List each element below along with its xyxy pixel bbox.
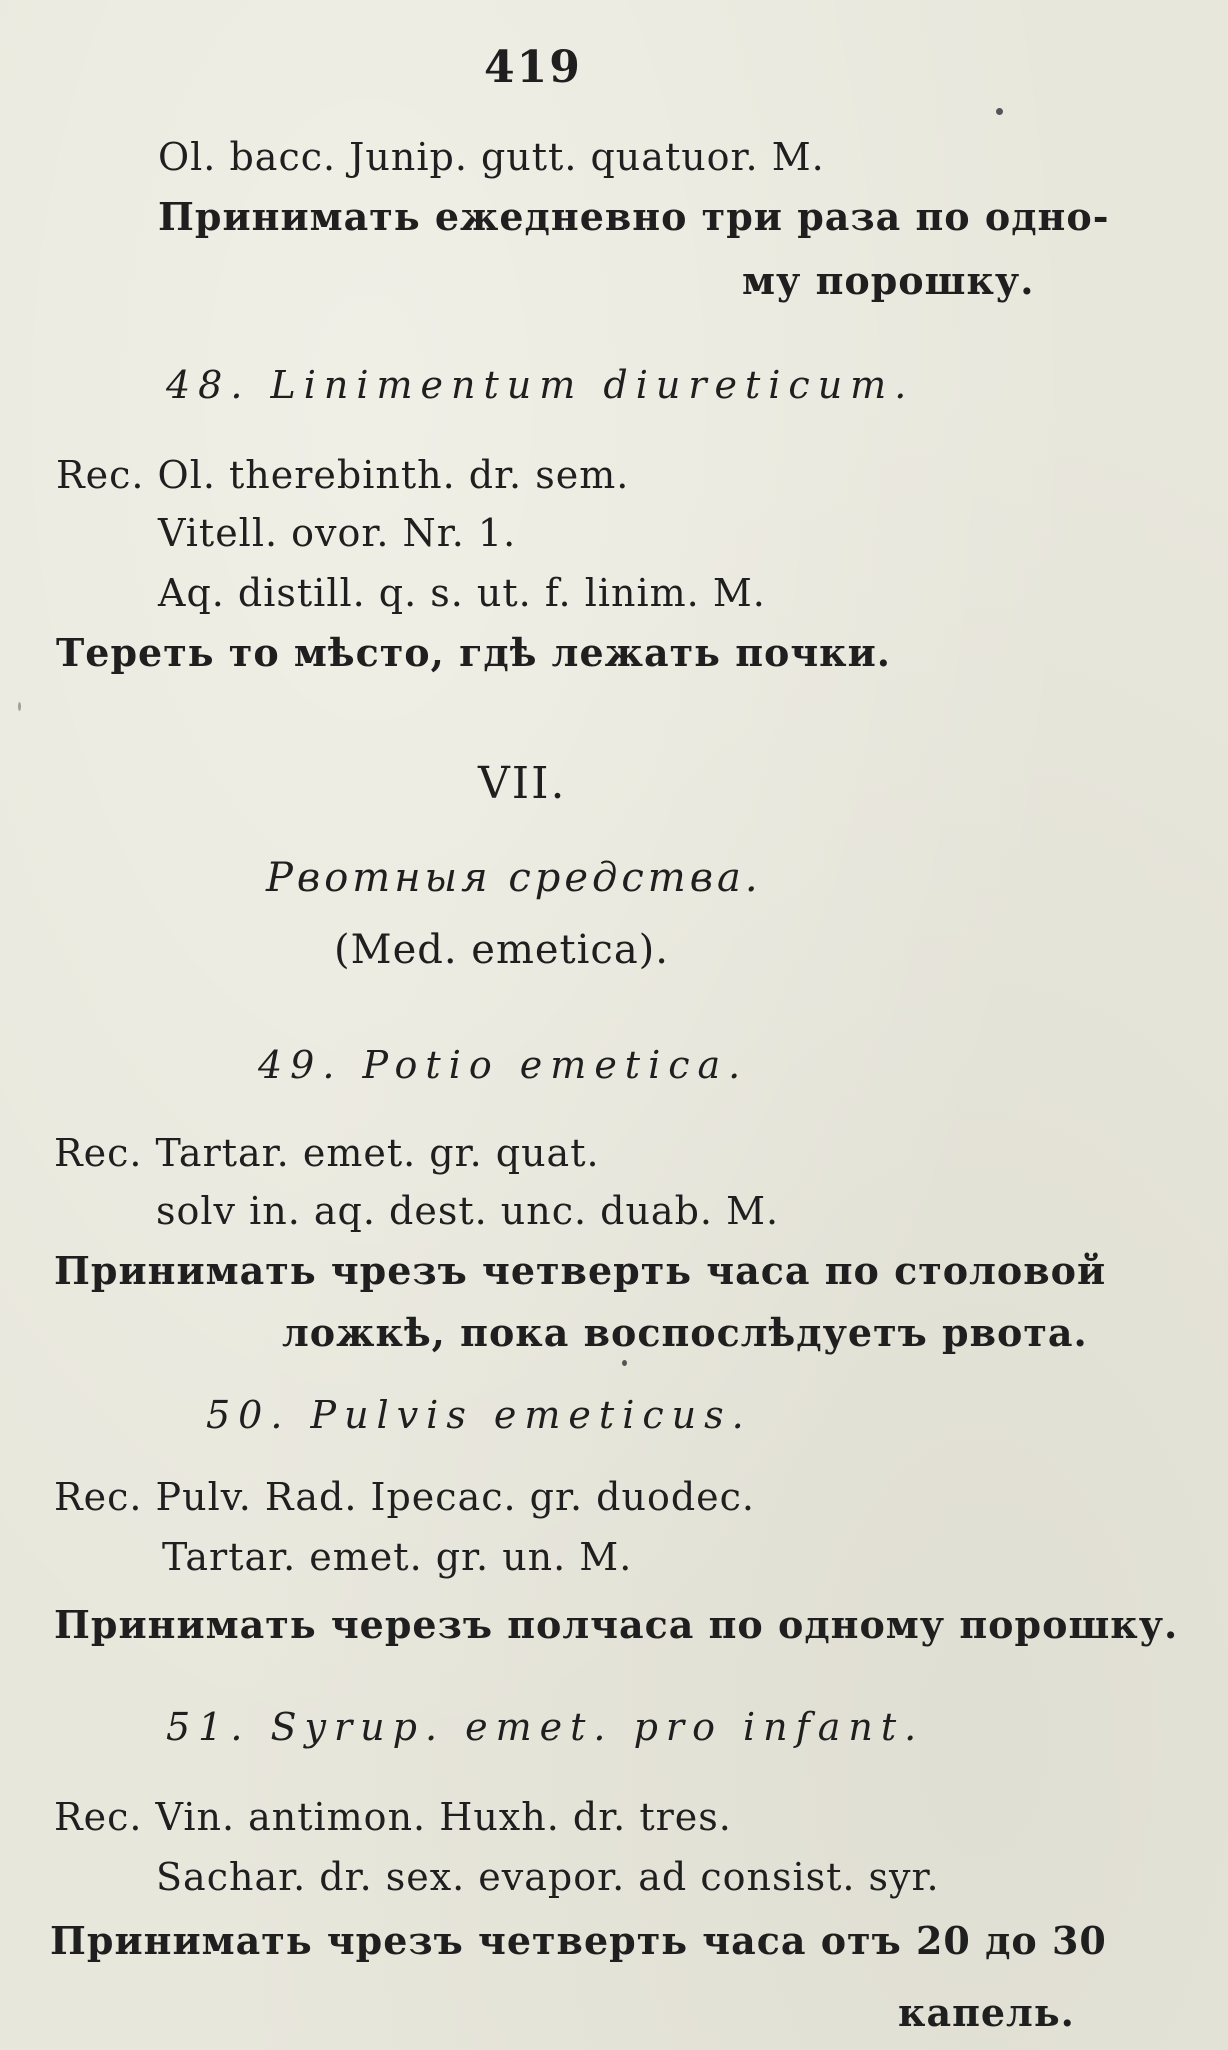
instruction-line: Принимать ежедневно три раза по одно- [158, 194, 1110, 239]
recipe-line: Sachar. dr. sex. evapor. ad consist. syr. [156, 1855, 940, 1899]
recipe-heading: 51. Syrup. emet. pro infant. [166, 1705, 925, 1749]
instruction-line-continued: ложкѣ, пока воспослѣдуетъ рвота. [282, 1310, 1088, 1355]
recipe-line: Aq. distill. q. s. ut. f. linim. M. [158, 571, 766, 615]
recipe-line: Ol. bacc. Junip. gutt. quatuor. M. [158, 135, 825, 179]
page-number: 419 [484, 42, 582, 93]
instruction-line: Тереть то мѣсто, гдѣ лежать почки. [56, 630, 892, 675]
instruction-line-continued: му порошку. [742, 258, 1035, 303]
recipe-line: Tartar. emet. gr. un. M. [162, 1535, 633, 1579]
section-number: VII. [478, 758, 567, 809]
recipe-line: Rec. Vin. antimon. Huxh. dr. tres. [54, 1795, 732, 1839]
recipe-line: Rec. Pulv. Rad. Ipecac. gr. duodec. [54, 1475, 756, 1519]
recipe-line: solv in. aq. dest. unc. duab. M. [156, 1189, 780, 1233]
recipe-line: Rec. Tartar. emet. gr. quat. [54, 1131, 600, 1175]
recipe-heading: 49. Potio emetica. [258, 1043, 749, 1087]
instruction-line: Принимать чрезъ четверть часа по столовой [54, 1248, 1107, 1293]
instruction-line: Принимать чрезъ четверть часа отъ 20 до 30 [50, 1918, 1107, 1963]
section-title: Рвотныя средства. [266, 855, 762, 901]
instruction-line-continued: капель. [898, 1990, 1075, 2035]
recipe-line: Rec. Ol. therebinth. dr. sem. [56, 453, 630, 497]
paper-speck [622, 1360, 627, 1366]
recipe-line: Vitell. ovor. Nr. 1. [158, 511, 517, 555]
paper-speck [996, 108, 1003, 115]
recipe-heading: 48. Linimentum diureticum. [166, 363, 915, 407]
section-subtitle: (Med. emetica). [334, 927, 669, 973]
instruction-line: Принимать черезъ полчаса по одному порошку. [54, 1602, 1179, 1647]
recipe-heading: 50. Pulvis emeticus. [206, 1393, 752, 1437]
paper-speck [18, 702, 21, 711]
